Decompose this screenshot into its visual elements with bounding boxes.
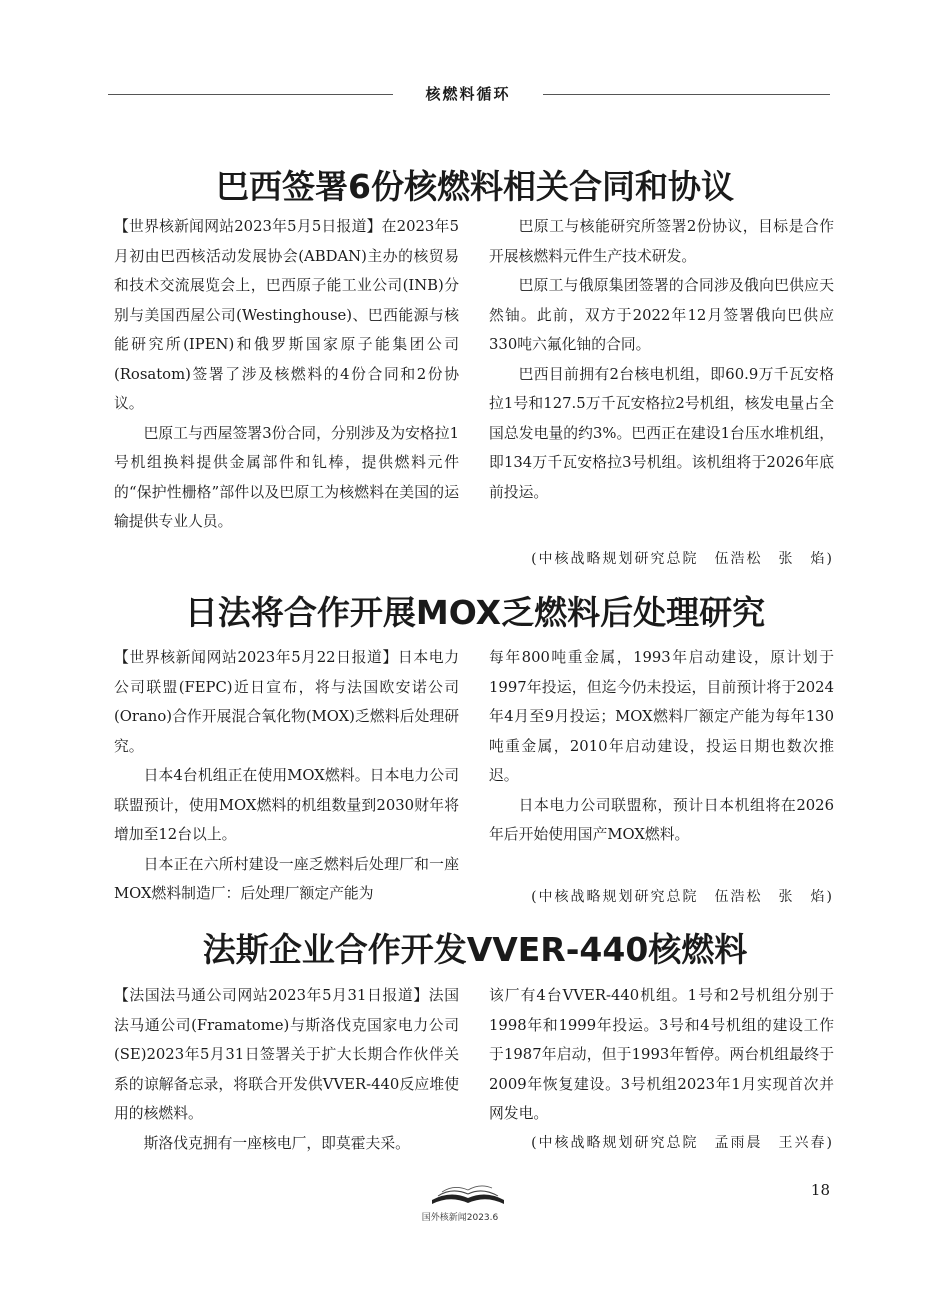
article-title-france-slovakia: 法斯企业合作开发VVER-440核燃料 [202, 930, 748, 969]
header-rule-left [108, 94, 393, 95]
journal-label: 国外核新闻2023.6 [421, 1213, 499, 1223]
header-rule-right [543, 94, 830, 95]
paragraph: 日本正在六所村建设一座乏燃料后处理厂和一座MOX燃料制造厂：后处理厂额定产能为 [114, 855, 459, 902]
paragraph: 巴原工与西屋签署3份合同，分别涉及为安格拉1号机组换料提供金属部件和钆棒，提供燃料元件的“保护性栅格”部件以及巴原工为核燃料在美国的运输提供专业人员。 [114, 424, 459, 530]
paragraph: 巴原工与俄原集团签署的合同涉及俄向巴供应天然铀。此前，双方于2022年12月签署俄向巴供应330吨六氟化铀的合同。 [489, 277, 834, 353]
section-header [108, 84, 830, 104]
paragraph: 每年800吨重金属，1993年启动建设，原计划于1997年投运，但迄今仍未投运，目前预计将于2024年4月至9月投运；MOX燃料厂额定产能为每年130吨重金属，2010年启动建设，投运日期也数次推迟。 [489, 649, 834, 784]
article-title-japan-france: 日法将合作开展MOX乏燃料后处理研究 [184, 593, 766, 632]
article-title-brazil: 巴西签署6份核燃料相关合同和协议 [216, 167, 734, 206]
paragraph: 【世界核新闻网站2023年5月22日报道】日本电力公司联盟(FEPC)近日宣布，将与法国欧安诺公司(Orano)合作开展混合氧化物(MOX)乏燃料后处理研究。 [114, 649, 459, 755]
article-slovakia-right-column [489, 981, 834, 1129]
article-brazil-credit: (中核战略规划研究总院 伍浩松 张 焰) [531, 551, 834, 567]
open-book-icon [428, 1178, 508, 1208]
article-japan-left-column [114, 643, 459, 909]
article-brazil-left-column [114, 212, 459, 537]
paragraph: 【法国法马通公司网站2023年5月31日报道】法国法马通公司(Framatome)与斯洛伐克国家电力公司(SE)2023年5月31日签署关于扩大长期合作伙伴关系的谅解备忘录，将联合开发供VVER-440反应堆使用的核燃料。 [114, 987, 459, 1122]
article-japan-right-column [489, 643, 834, 850]
section-label: 核燃料循环 [425, 85, 511, 103]
paragraph: 该厂有4台VVER-440机组。1号和2号机组分别于1998年和1999年投运。3号和4号机组的建设工作于1987年启动，但于1993年暂停。两台机组最终于2009年恢复建设。3号机组2023年1月实现首次并网发电。 [489, 987, 834, 1122]
page-number: 18 [810, 1181, 830, 1199]
paragraph: 日本电力公司联盟称，预计日本机组将在2026年后开始使用国产MOX燃料。 [489, 796, 834, 843]
paragraph: 巴西目前拥有2台核电机组，即60.9万千瓦安格拉1号和127.5万千瓦安格拉2号机组，核发电量占全国总发电量的约3%。巴西正在建设1台压水堆机组，即134万千瓦安格拉3号机组。该机组将于2026年底前投运。 [489, 365, 834, 501]
paragraph: 巴原工与核能研究所签署2份协议，目标是合作开展核燃料元件生产技术研发。 [489, 218, 834, 265]
article-slovakia-credit: (中核战略规划研究总院 孟雨晨 王兴春) [531, 1135, 834, 1151]
article-brazil-right-column [489, 212, 834, 507]
paragraph: 【世界核新闻网站2023年5月5日报道】在2023年5月初由巴西核活动发展协会(ABDAN)主办的核贸易和技术交流展览会上，巴西原子能工业公司(INB)分别与美国西屋公司(Westinghouse)、巴西能源与核能研究所(IPEN)和俄罗斯国家原子能集团公司(Rosatom)签署了涉及核燃料的4份合同和2份协议。 [114, 218, 459, 412]
paragraph: 日本4台机组正在使用MOX燃料。日本电力公司联盟预计，使用MOX燃料的机组数量到2030财年将增加至12台以上。 [114, 767, 459, 843]
article-japan-credit: (中核战略规划研究总院 伍浩松 张 焰) [531, 889, 834, 905]
paragraph: 斯洛伐克拥有一座核电厂，即莫霍夫采。 [143, 1134, 410, 1152]
article-slovakia-left-column [114, 981, 459, 1158]
